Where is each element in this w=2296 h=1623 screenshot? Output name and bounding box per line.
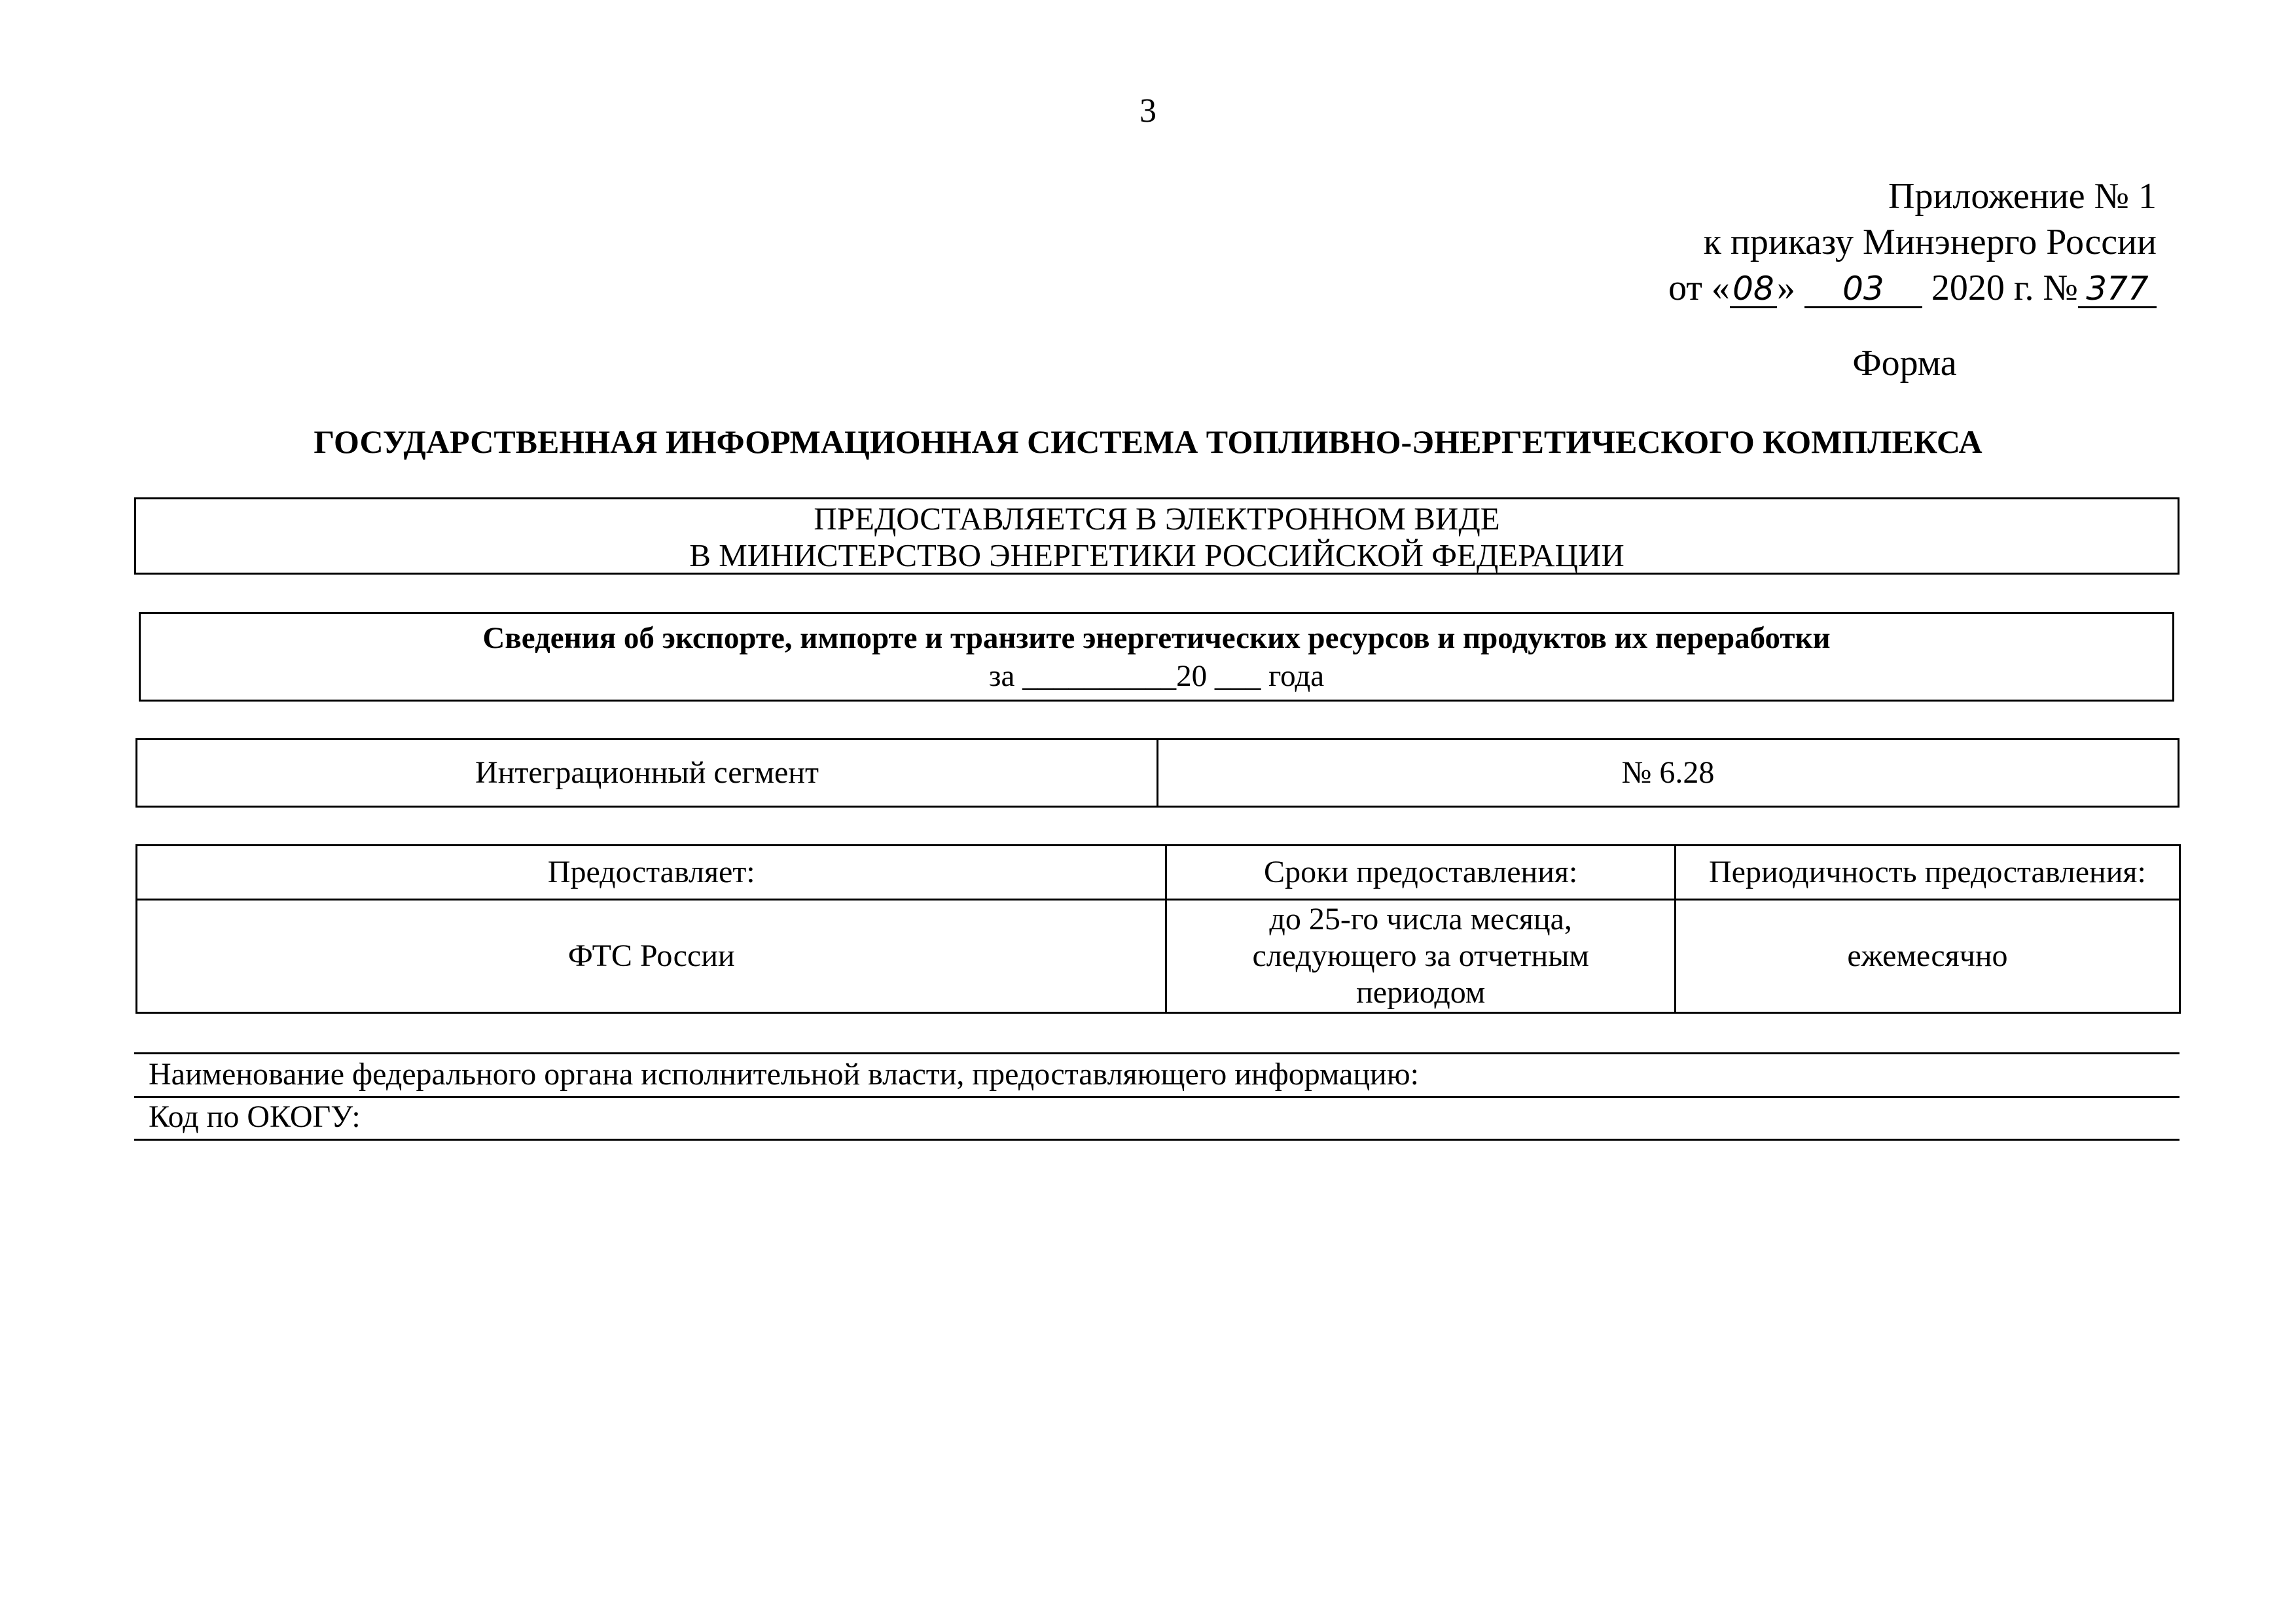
provider-table-row	[137, 900, 2180, 1013]
page-number: 3	[1139, 92, 1157, 130]
report-title-box	[139, 612, 2174, 702]
electronic-line-1: ПРЕДОСТАВЛЯЕТСЯ В ЭЛЕКТРОННОМ ВИДЕ	[814, 501, 1500, 537]
date-day-handwritten: 08	[1730, 271, 1777, 308]
date-month-handwritten: 03	[1804, 271, 1922, 308]
deadline-line-3: периодом	[1356, 975, 1486, 1010]
segment-table	[135, 738, 2179, 808]
provider-table	[135, 844, 2181, 1014]
report-title: Сведения об экспорте, импорте и транзите энергетических ресурсов и продуктов их переработки	[482, 621, 1831, 655]
cell-frequency: ежемесячно	[1675, 900, 2179, 1013]
header-deadline: Сроки предоставления:	[1166, 846, 1675, 900]
fields-top-rule	[134, 1052, 2179, 1054]
appendix-date-line	[1440, 265, 2157, 311]
deadline-line-1: до 25-го числа месяца,	[1269, 902, 1572, 936]
deadline-line-2: следующего за отчетным	[1252, 938, 1589, 973]
order-number-handwritten: 377	[2078, 271, 2157, 308]
date-mid: »	[1776, 268, 1795, 308]
segment-row	[137, 740, 2179, 807]
date-year: 2020 г. №	[1931, 268, 2078, 308]
segment-label: Интеграционный сегмент	[137, 740, 1158, 807]
appendix-title: Приложение № 1	[1888, 176, 2157, 217]
segment-value: № 6.28	[1158, 740, 2179, 807]
main-title: ГОСУДАРСТВЕННАЯ ИНФОРМАЦИОННАЯ СИСТЕМА ТОПЛИВНО-ЭНЕРГЕТИЧЕСКОГО КОМПЛЕКСА	[314, 423, 1982, 460]
appendix-block	[1440, 173, 2157, 311]
appendix-order-ref: к приказу Минэнерго России	[1703, 222, 2157, 262]
report-period: за __________20 ___ года	[988, 659, 1325, 693]
header-frequency: Периодичность предоставления:	[1675, 846, 2179, 900]
cell-deadline	[1166, 900, 1675, 1013]
provider-table-header	[137, 846, 2180, 900]
electronic-line-2: В МИНИСТЕРСТВО ЭНЕРГЕТИКИ РОССИЙСКОЙ ФЕДЕРАЦИИ	[689, 537, 1624, 573]
date-prefix: от «	[1668, 268, 1730, 308]
header-provider: Предоставляет:	[137, 846, 1166, 900]
authority-name-field[interactable]: Наименование федерального органа исполнительной власти, предоставляющего информацию:	[134, 1056, 2179, 1098]
electronic-submission-box	[134, 497, 2179, 575]
form-label: Форма	[1852, 343, 1957, 383]
okogu-code-field[interactable]: Код по ОКОГУ:	[134, 1098, 2179, 1141]
cell-provider: ФТС России	[137, 900, 1166, 1013]
